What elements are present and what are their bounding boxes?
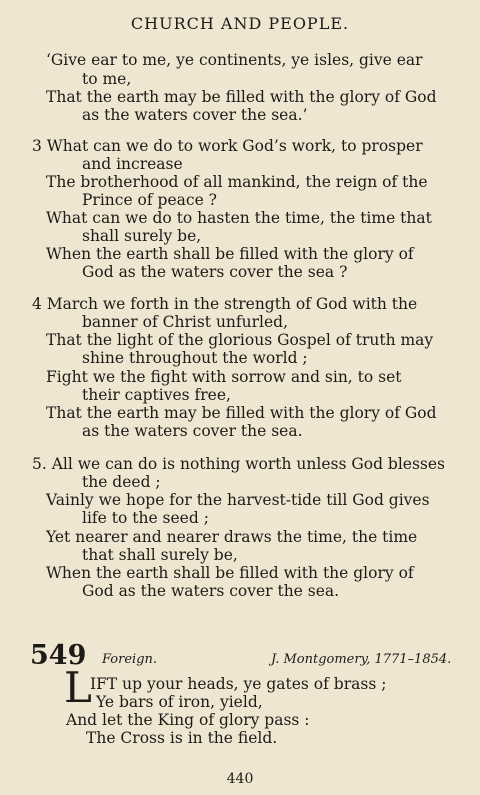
verse-line: The brotherhood of all mankind, the reign of the <box>46 173 428 191</box>
verse-line: 3 What can we do to work God’s work, to prosper <box>32 137 423 155</box>
verse-line: that shall surely be, <box>82 546 238 564</box>
verse-line: That the earth may be filled with the glory of God <box>46 88 437 106</box>
verse-line: shall surely be, <box>82 227 202 245</box>
author-credit: J. Montgomery, 1771–1854. <box>271 652 452 667</box>
verse-line: as the waters cover the sea.’ <box>82 106 308 124</box>
drop-cap: L <box>64 663 92 712</box>
verse-line: and increase <box>82 155 183 173</box>
verse-line: 4 March we forth in the strength of God with the <box>32 295 418 313</box>
verse-line: Fight we the fight with sorrow and sin, to set <box>46 368 402 386</box>
verse-line: banner of Christ unfurled, <box>82 313 289 331</box>
verse-line: God as the waters cover the sea. <box>82 582 340 600</box>
hymn-number: 549 <box>30 640 87 671</box>
verse-line: to me, <box>82 70 132 88</box>
verse-line: When the earth shall be filled with the glory of <box>46 564 414 582</box>
verse-line: the deed ; <box>82 473 161 491</box>
verse-line: 5. All we can do is nothing worth unless God blesses <box>32 455 446 473</box>
verse-line: When the earth shall be filled with the glory of <box>46 245 414 263</box>
verse-line: as the waters cover the sea. <box>82 422 303 440</box>
verse-line: life to the seed ; <box>82 509 209 527</box>
verse-line: Prince of peace ? <box>82 191 217 209</box>
verse-line: That the earth may be filled with the glory of God <box>46 404 437 422</box>
verse-line: ‘Give ear to me, ye continents, ye isles, give ear <box>46 51 423 69</box>
page-number: 440 <box>226 771 254 787</box>
verse-line: Yet nearer and nearer draws the time, the time <box>46 528 418 546</box>
verse-line: Ye bars of iron, yield, <box>96 693 263 711</box>
verse-line: their captives free, <box>82 386 231 404</box>
verse-line: And let the King of glory pass : <box>66 711 310 729</box>
verse-line: What can we do to hasten the time, the time that <box>46 209 432 227</box>
verse-line: IFT up your heads, ye gates of brass ; <box>90 675 387 693</box>
verse-line: The Cross is in the field. <box>86 729 278 747</box>
verse-line: Vainly we hope for the harvest-tide till God gives <box>46 491 430 509</box>
tune-name: Foreign. <box>102 652 158 667</box>
running-header: CHURCH AND PEOPLE. <box>130 14 350 33</box>
verse-line: God as the waters cover the sea ? <box>82 263 348 281</box>
verse-line: That the light of the glorious Gospel of truth may <box>46 331 434 349</box>
verse-line: shine throughout the world ; <box>82 349 308 367</box>
